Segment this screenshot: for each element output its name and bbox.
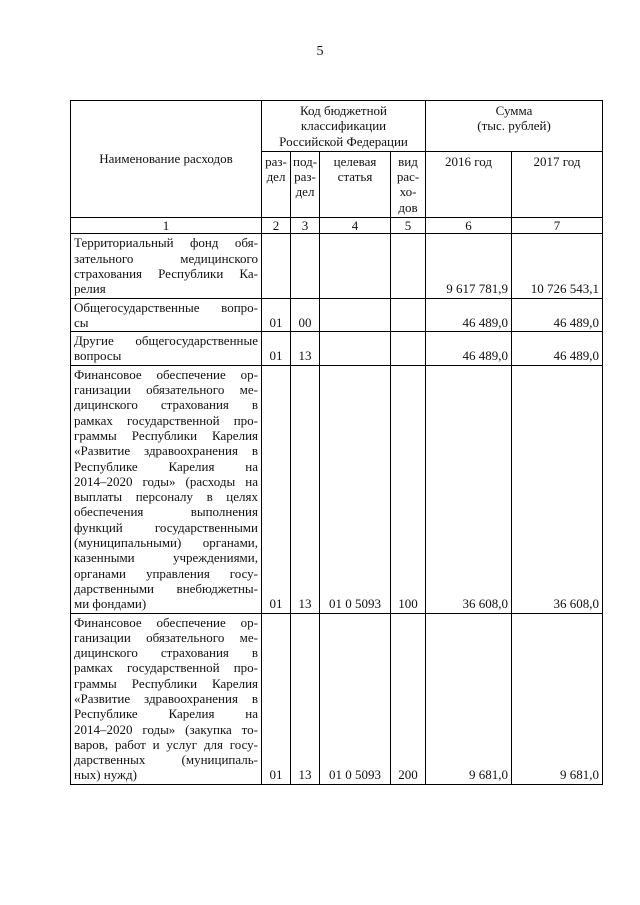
header-vid-line: дов: [398, 199, 418, 215]
header-razdel-line: дел: [266, 169, 286, 185]
expense-type-code: [391, 234, 426, 298]
header-code-line: Код бюджетной: [300, 103, 387, 118]
amount-2016: 9 681,0: [426, 613, 512, 784]
header-code-group: [262, 101, 426, 152]
header-sum-line: Сумма: [495, 103, 533, 118]
page-number: 5: [316, 44, 324, 59]
col-number: 4: [320, 218, 391, 234]
header-year-2016: 2016 год: [426, 151, 512, 217]
expense-name-line: Финансовое обеспечение ор-: [74, 366, 258, 382]
expense-name: [71, 332, 262, 366]
razdel-code: 01: [262, 613, 291, 784]
expense-name: [71, 365, 262, 613]
header-celevaya: [320, 151, 391, 217]
header-podrazdel-line: под-: [293, 153, 318, 169]
budget-table: [70, 100, 603, 785]
expense-name-line: ных) нужд): [74, 767, 137, 783]
expense-name-line: ми фондами): [74, 596, 147, 612]
razdel-code: 01: [262, 298, 291, 332]
expense-name-line: варов, работ и услуг для госу-: [74, 736, 258, 752]
expense-name: [71, 613, 262, 784]
expense-name-line: дицинского страхования в: [74, 397, 258, 413]
amount-2016: 46 489,0: [426, 298, 512, 332]
expense-name-line: релия: [74, 281, 106, 297]
expense-name-line: «Развитие здравоохранения в: [74, 443, 258, 459]
amount-2017: 46 489,0: [512, 298, 603, 332]
razdel-code: 01: [262, 365, 291, 613]
expense-name-line: Территориальный фонд обя-: [74, 235, 258, 251]
podrazdel-code: 13: [291, 613, 320, 784]
expense-name-line: рамках государственной про-: [74, 412, 258, 428]
table-row: [71, 234, 603, 298]
table-row: [71, 365, 603, 613]
header-podrazdel-line: раз-: [294, 169, 316, 185]
expense-name-line: вопросы: [74, 348, 122, 364]
header-celevaya-line: статья: [337, 169, 373, 185]
expense-name-line: Финансовое обеспечение ор-: [74, 614, 258, 630]
expense-name-line: обеспечения выполнения: [74, 504, 258, 520]
expense-name: [71, 298, 262, 332]
expense-name-line: органами управления госу-: [74, 565, 258, 581]
col-number: 2: [262, 218, 291, 234]
expense-name-line: 2014–2020 годы» (расходы на: [74, 473, 258, 489]
expense-name-line: «Развитие здравоохранения в: [74, 690, 258, 706]
amount-2016: 46 489,0: [426, 332, 512, 366]
header-sum-group: [426, 101, 603, 152]
col-number: 7: [512, 218, 603, 234]
target-article-code: [320, 298, 391, 332]
podrazdel-code: 00: [291, 298, 320, 332]
expense-name-line: страхования Республики Ка-: [74, 265, 258, 281]
amount-2017: 46 489,0: [512, 332, 603, 366]
razdel-code: 01: [262, 332, 291, 366]
podrazdel-code: [291, 234, 320, 298]
table-row: [71, 298, 603, 332]
podrazdel-code: 13: [291, 332, 320, 366]
expense-name-line: граммы Республики Карелия: [74, 427, 258, 443]
target-article-code: 01 0 5093: [320, 613, 391, 784]
header-razdel: [262, 151, 291, 217]
target-article-code: 01 0 5093: [320, 365, 391, 613]
header-celevaya-line: целевая: [333, 153, 377, 169]
amount-2016: 36 608,0: [426, 365, 512, 613]
expense-name-line: граммы Республики Карелия: [74, 675, 258, 691]
header-expense-name: Наименование расходов: [71, 101, 262, 218]
expense-name-line: ганизации обязательного ме-: [74, 382, 258, 398]
col-number: 6: [426, 218, 512, 234]
target-article-code: [320, 332, 391, 366]
col-number: 5: [391, 218, 426, 234]
header-code-line: Российской Федерации: [279, 133, 408, 149]
expense-name-line: Общегосударственные вопро-: [74, 299, 258, 315]
razdel-code: [262, 234, 291, 298]
header-sum-line: (тыс. рублей): [477, 118, 551, 134]
expense-name-line: Другие общегосударственные: [74, 333, 258, 349]
table-row: [71, 613, 603, 784]
expense-name-line: зательного медицинского: [74, 250, 258, 266]
podrazdel-code: 13: [291, 365, 320, 613]
target-article-code: [320, 234, 391, 298]
header-vid-line: хо-: [399, 184, 417, 200]
amount-2017: 10 726 543,1: [512, 234, 603, 298]
header-vid-line: рас-: [396, 169, 420, 185]
amount-2017: 9 681,0: [512, 613, 603, 784]
header-razdel-line: раз-: [265, 153, 287, 169]
header-year-2017: 2017 год: [512, 151, 603, 217]
expense-type-code: [391, 332, 426, 366]
amount-2016: 9 617 781,9: [426, 234, 512, 298]
expense-name-line: дарственных (муниципаль-: [74, 752, 258, 768]
header-code-line: классификации: [300, 118, 387, 134]
table-row: [71, 332, 603, 366]
header-podrazdel: [291, 151, 320, 217]
amount-2017: 36 608,0: [512, 365, 603, 613]
expense-type-code: [391, 298, 426, 332]
col-number: 3: [291, 218, 320, 234]
expense-name-line: сы: [74, 314, 89, 330]
expense-name-line: 2014–2020 годы» (закупка то-: [74, 721, 258, 737]
header-podrazdel-line: дел: [295, 184, 315, 200]
expense-name: [71, 234, 262, 298]
expense-name-line: рамках государственной про-: [74, 660, 258, 676]
expense-type-code: 100: [391, 365, 426, 613]
expense-name-line: ганизации обязательного ме-: [74, 629, 258, 645]
expense-name-line: дицинского страхования в: [74, 645, 258, 661]
expense-name-line: выплаты персоналу в целях: [74, 489, 258, 505]
expense-type-code: 200: [391, 613, 426, 784]
expense-name-line: дарственными внебюджетны-: [74, 580, 258, 596]
expense-name-line: функций государственными: [74, 519, 258, 535]
col-number: 1: [71, 218, 262, 234]
header-vid-line: вид: [398, 153, 418, 169]
header-vid: [391, 151, 426, 217]
expense-name-line: Республике Карелия на: [74, 706, 258, 722]
expense-name-line: (муниципальными) органами,: [74, 535, 258, 551]
expense-name-line: Республике Карелия на: [74, 458, 258, 474]
expense-name-line: казенными учреждениями,: [74, 550, 258, 566]
